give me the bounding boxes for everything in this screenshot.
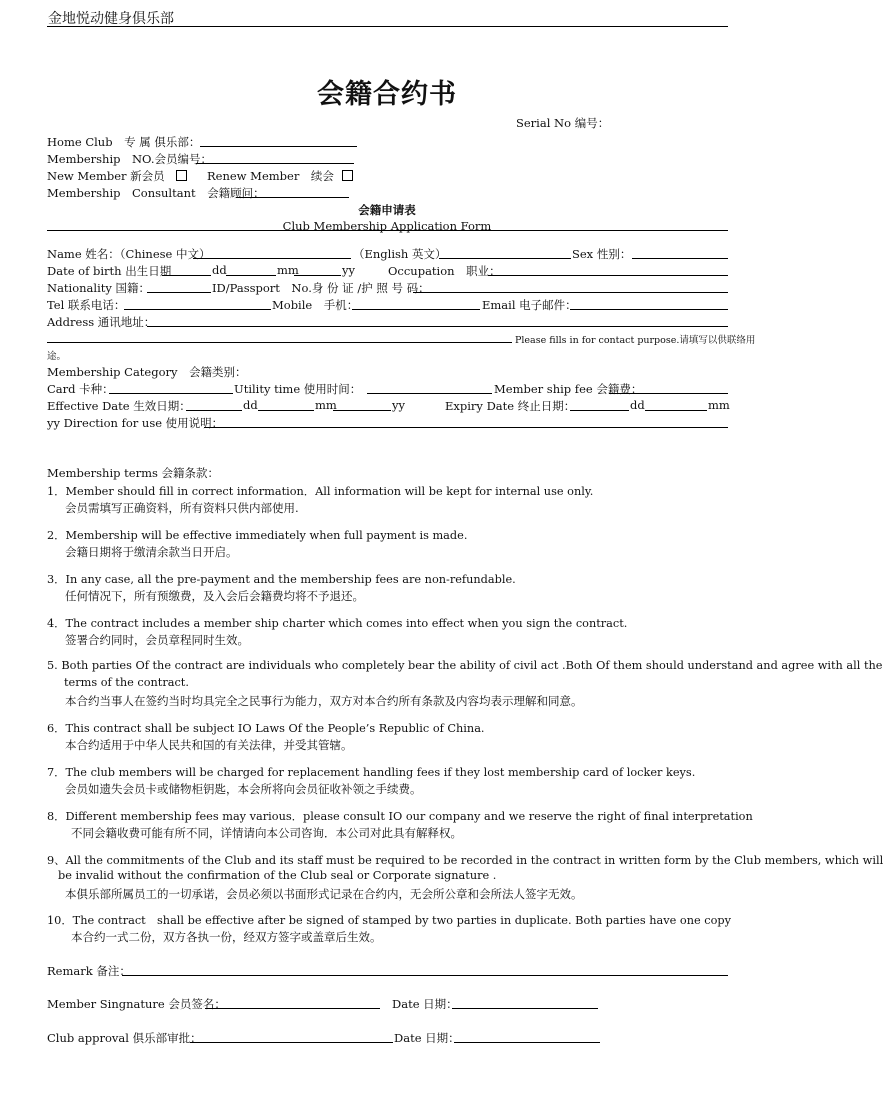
id-passport-label: ID/Passport No.身 份 证 /护 照 号 码： bbox=[212, 281, 430, 295]
term-1-chinese: 会员需填写正确资料，所有资料只供内部使用. bbox=[65, 501, 299, 515]
nationality-field[interactable] bbox=[147, 292, 211, 293]
term-7-english: 7．The club members will be charged for replacement handling fees if they lost membership card of locker keys. bbox=[47, 766, 696, 779]
term-6-english: 6．This contract shall be subject IO Laws Of the People’s Republic of China. bbox=[47, 722, 485, 735]
effective-mm-label: mm bbox=[315, 398, 337, 412]
effective-date-label: Effective Date 生效日期： bbox=[47, 399, 191, 413]
member-date-label: Date 日期： bbox=[392, 997, 458, 1011]
club-approval-field[interactable] bbox=[190, 1042, 393, 1043]
consultant-field[interactable] bbox=[236, 197, 349, 198]
tel-label: Tel 联系电话： bbox=[47, 298, 126, 312]
effective-yy-label: yy bbox=[392, 398, 405, 412]
expiry-date-label: Expiry Date 终止日期： bbox=[445, 399, 576, 413]
new-member-label: New Member 新会员 bbox=[47, 169, 165, 183]
member-signature-label: Member Singnature 会员签名： bbox=[47, 997, 226, 1011]
dob-yy-label: yy bbox=[342, 263, 355, 277]
effective-year-field[interactable] bbox=[333, 410, 391, 411]
term-4-chinese: 签署合约同时，会员章程同时生效。 bbox=[65, 633, 249, 647]
effective-dd-label: dd bbox=[243, 398, 258, 412]
dob-label: Date of birth 出生日期 bbox=[47, 264, 172, 278]
term-6-chinese: 本合约适用于中华人民共和国的有关法律，并受其管辖。 bbox=[65, 738, 353, 752]
member-signature-field[interactable] bbox=[205, 1008, 380, 1009]
email-field[interactable] bbox=[570, 309, 728, 310]
effective-day-field[interactable] bbox=[186, 410, 242, 411]
membership-no-field[interactable] bbox=[196, 163, 354, 164]
name-english-field[interactable] bbox=[439, 258, 571, 259]
sex-field[interactable] bbox=[632, 258, 728, 259]
contact-note: Please fills in for contact purpose.请填写以供联络用 bbox=[515, 335, 756, 346]
dob-dd-label: dd bbox=[212, 263, 227, 277]
home-club-field[interactable] bbox=[200, 146, 357, 147]
serial-no-label: Serial No 编号： bbox=[516, 116, 610, 130]
term-9-english-cont: be invalid without the confirmation of the Club seal or Corporate signature . bbox=[58, 869, 497, 882]
english-name-label: （English 英文） bbox=[353, 247, 447, 261]
club-approval-label: Club approval 俱乐部审批： bbox=[47, 1031, 202, 1045]
card-label: Card 卡种： bbox=[47, 382, 114, 396]
home-club-label: Home Club 专 属 俱乐部： bbox=[47, 135, 201, 149]
occupation-field[interactable] bbox=[488, 275, 728, 276]
term-3-english: 3．In any case, all the pre-payment and the membership fees are non-refundable. bbox=[47, 573, 516, 586]
dob-month-field[interactable] bbox=[226, 275, 276, 276]
application-title-cn: 会籍申请表 bbox=[358, 203, 416, 217]
dob-day-field[interactable] bbox=[162, 275, 211, 276]
sex-label: Sex 性别： bbox=[572, 247, 632, 261]
page-title: 会籍合约书 bbox=[317, 79, 457, 110]
effective-month-field[interactable] bbox=[258, 410, 314, 411]
expiry-day-field[interactable] bbox=[570, 410, 629, 411]
address-field-2[interactable] bbox=[47, 342, 512, 343]
terms-heading: Membership terms 会籍条款： bbox=[47, 466, 220, 480]
application-rule bbox=[47, 230, 728, 231]
address-field-1[interactable] bbox=[147, 326, 728, 327]
application-title-en: Club Membership Application Form bbox=[282, 219, 492, 233]
term-4-english: 4．The contract includes a member ship charter which comes into effect when you sign the contract. bbox=[47, 617, 628, 630]
term-1-english: 1．Member should fill in correct information．All information will be kept for internal use only. bbox=[47, 485, 594, 498]
mobile-field[interactable] bbox=[352, 309, 480, 310]
remark-field[interactable] bbox=[122, 975, 728, 976]
company-header: 金地悦动健身俱乐部 bbox=[48, 11, 174, 27]
renew-member-checkbox[interactable] bbox=[342, 169, 353, 183]
card-field[interactable] bbox=[109, 393, 233, 394]
remark-label: Remark 备注： bbox=[47, 964, 131, 978]
membership-no-label: Membership NO.会员编号： bbox=[47, 152, 212, 166]
term-5-english: 5. Both parties Of the contract are individuals who completely bear the ability of civil act .Both Of them should understand and agree with all the bbox=[47, 659, 883, 672]
term-8-english: 8．Different membership fees may various．please consult IO our company and we reserve the right of final interpretation bbox=[47, 810, 753, 823]
consultant-label: Membership Consultant 会籍顾问： bbox=[47, 186, 265, 200]
fee-label: Member ship fee 会籍费： bbox=[494, 382, 643, 396]
email-label: Email 电子邮件： bbox=[482, 298, 577, 312]
occupation-label: Occupation 职业： bbox=[388, 264, 501, 278]
utility-label: Utility time 使用时间： bbox=[234, 382, 362, 396]
direction-label: yy Direction for use 使用说明： bbox=[47, 416, 224, 430]
term-10-english: 10．The contract shall be effective after be signed of stamped by two parties in duplicate. Both parties have one copy bbox=[47, 914, 732, 927]
name-chinese-field[interactable] bbox=[193, 258, 351, 259]
id-passport-field[interactable] bbox=[413, 292, 728, 293]
term-2-english: 2．Membership will be effective immediately when full payment is made. bbox=[47, 529, 468, 542]
term-9-english: 9、All the commitments of the Club and its staff must be required to be recorded in the contract in written form by the Club members, which will bbox=[47, 854, 883, 867]
term-10-chinese: 本合约一式二份，双方各执一份，经双方签字或盖章后生效。 bbox=[71, 930, 382, 944]
mobile-label: Mobile 手机： bbox=[272, 298, 359, 312]
expiry-dd-label: dd bbox=[630, 398, 645, 412]
dob-mm-label: mm bbox=[277, 263, 299, 277]
term-5-chinese: 本合约当事人在签约当时均具完全之民事行为能力，双方对本合约所有条款及内容均表示理解和同意。 bbox=[65, 694, 583, 708]
renew-member-label: Renew Member 续会 bbox=[207, 169, 334, 183]
category-label: Membership Category 会籍类别： bbox=[47, 365, 247, 379]
term-8-chinese: 不同会籍收费可能有所不同，详情请向本公司咨询．本公司对此具有解释权。 bbox=[71, 826, 462, 840]
term-3-chinese: 任何情况下，所有预缴费，及入会后会籍费均将不予退还。 bbox=[65, 589, 364, 603]
term-7-chinese: 会员如遗失会员卡或储物柜钥匙，本会所将向会员征收补领之手续费。 bbox=[65, 782, 422, 796]
nationality-label: Nationality 国籍： bbox=[47, 281, 151, 295]
header-rule bbox=[47, 26, 728, 27]
term-2-chinese: 会籍日期将于缴清余款当日开启。 bbox=[65, 545, 238, 559]
approval-date-field[interactable] bbox=[454, 1042, 600, 1043]
direction-field[interactable] bbox=[204, 427, 728, 428]
term-5-english-cont: terms of the contract. bbox=[64, 676, 189, 689]
dob-year-field[interactable] bbox=[294, 275, 341, 276]
expiry-mm-label: mm bbox=[708, 398, 730, 412]
utility-field[interactable] bbox=[367, 393, 492, 394]
term-9-chinese: 本俱乐部所属员工的一切承诺，会员必须以书面形式记录在合约内，无会所公章和会所法人签字无效。 bbox=[65, 887, 583, 901]
expiry-month-field[interactable] bbox=[645, 410, 707, 411]
new-member-checkbox[interactable] bbox=[176, 169, 187, 183]
member-date-field[interactable] bbox=[452, 1008, 598, 1009]
fee-field[interactable] bbox=[609, 393, 728, 394]
tel-field[interactable] bbox=[124, 309, 271, 310]
name-label: Name 姓名：（Chinese 中文） bbox=[47, 247, 211, 261]
address-label: Address 通讯地址： bbox=[47, 315, 156, 329]
approval-date-label: Date 日期： bbox=[394, 1031, 460, 1045]
contact-note-cont: 途。 bbox=[47, 351, 67, 362]
